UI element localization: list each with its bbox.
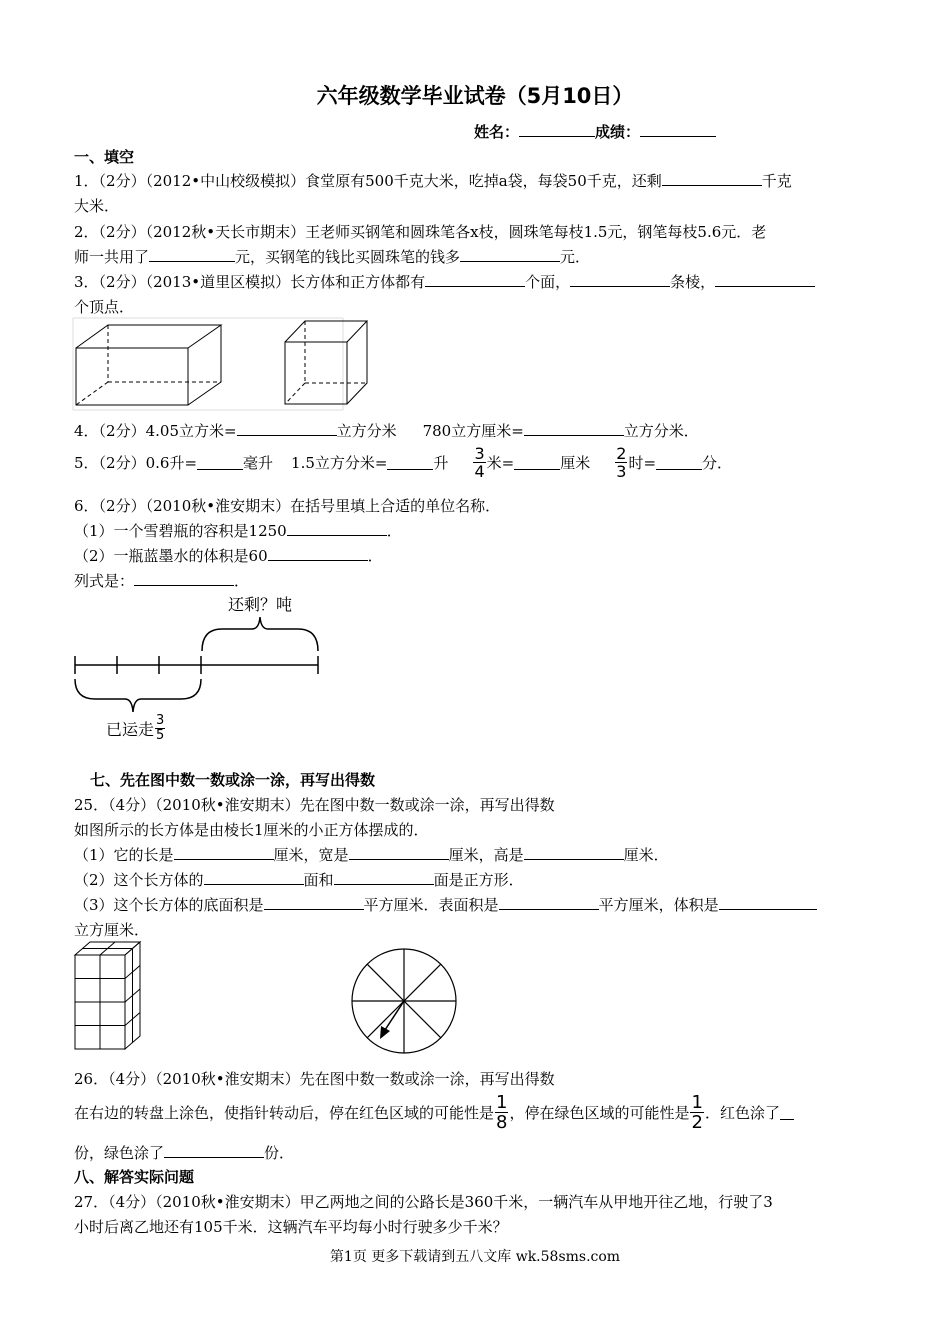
q25-line2: 如图所示的长方体是由棱长1厘米的小正方体摆成的． — [74, 821, 429, 839]
q26-line2 — [74, 1090, 794, 1134]
q5-text-d: 升 — [433, 453, 449, 472]
q25-sub3-line2: 立方厘米． — [74, 921, 150, 939]
section-7-heading: 七、先在图中数一数或涂一涂，再写出得数 — [90, 771, 376, 789]
q26-f1-numerator: 1 — [496, 1091, 508, 1113]
q25-s1-d: 厘米． — [623, 846, 669, 864]
q6-sub1-period: ． — [386, 522, 402, 540]
q1-unit: 千克 — [761, 172, 792, 190]
q4-text-b: 立方分米 — [336, 422, 397, 440]
q5-f1-denominator: 4 — [474, 461, 485, 481]
q4-line — [74, 420, 699, 441]
q4-text-a: 4．（2分）4.05立方米= — [74, 422, 237, 440]
q5-text-e: 米= — [486, 453, 515, 472]
stacked-cubes-figure — [74, 940, 146, 1052]
q27-line1: 27．（4分）（2010秋•淮安期末）甲乙两地之间的公路长是360千米，一辆汽车从甲地开往乙地，行驶了3 — [74, 1193, 773, 1211]
q26-f2-numerator: 1 — [691, 1091, 703, 1113]
q5-blank-2[interactable] — [387, 455, 433, 470]
q26-line1: 26．（4分）（2010秋•淮安期末）先在图中数一数或涂一涂，再写出得数 — [74, 1070, 555, 1088]
q25-blank-8[interactable] — [719, 895, 817, 910]
moved-fraction — [155, 714, 165, 743]
q5-blank-1[interactable] — [197, 455, 243, 470]
q25-s2-c: 面是正方形． — [433, 871, 524, 889]
section-8-heading: 八、解答实际问题 — [74, 1168, 195, 1186]
remain-label: 还剩？吨 — [228, 595, 293, 614]
q5-text-c: 1.5立方分米= — [291, 453, 388, 472]
q25-s3-c: 平方厘米，体积是 — [598, 896, 719, 914]
bottom-brace — [75, 679, 201, 712]
q6-blank-1[interactable] — [287, 521, 387, 536]
q3-text-a: 3．（2分）（2013•道里区模拟）长方体和正方体都有 — [74, 273, 426, 291]
q3-blank-2[interactable] — [570, 272, 670, 287]
name-blank[interactable] — [519, 122, 595, 137]
q3-line1 — [74, 271, 815, 292]
q5-f1-numerator: 3 — [474, 443, 485, 463]
q25-blank-4[interactable] — [204, 870, 304, 885]
q1-line2: 大米． — [74, 197, 120, 215]
q2-text-c: 元． — [560, 248, 591, 266]
q1-text: 1．（2分）（2012•中山校级模拟）食堂原有500千克大米，吃掉a袋，每袋50千克，还剩 — [74, 172, 662, 190]
formula-blank[interactable] — [134, 571, 234, 586]
q3-text-b: 个面， — [525, 273, 571, 291]
q25-s3-b: 平方厘米．表面积是 — [363, 896, 499, 914]
q4-text-c: 780立方厘米= — [422, 422, 524, 440]
spinner-wheel — [350, 947, 458, 1055]
q6-sub2 — [74, 545, 383, 566]
score-blank[interactable] — [640, 122, 716, 137]
q26-text-b: ，停在绿色区域的可能性是 — [509, 1103, 690, 1122]
q5-fraction-2 — [615, 445, 627, 480]
q2-text-b: 元，买钢笔的钱比买圆珠笔的钱多 — [235, 248, 461, 266]
moved-label — [106, 714, 166, 743]
q27-line2: 小时后离乙地还有105千米．这辆汽车平均每小时行驶多少千米？ — [74, 1218, 508, 1236]
q5-f2-numerator: 2 — [616, 443, 627, 463]
q25-blank-1[interactable] — [174, 845, 274, 860]
q26-line3 — [74, 1142, 294, 1163]
q5-fraction-1 — [473, 445, 485, 480]
moved-denominator: 5 — [156, 728, 165, 743]
q25-sub1 — [74, 844, 669, 865]
moved-label-text: 已运走 — [106, 720, 155, 739]
q3-blank-1[interactable] — [425, 272, 525, 287]
q26-text-a: 在右边的转盘上涂色，使指针转动后，停在红色区域的可能性是 — [74, 1103, 495, 1122]
q5-text-f: 厘米 — [560, 453, 591, 472]
q25-blank-7[interactable] — [499, 895, 599, 910]
q5-blank-4[interactable] — [656, 455, 702, 470]
figure-frame — [73, 318, 343, 410]
cuboid-drawing — [76, 325, 221, 405]
q4-text-d: 立方分米． — [623, 422, 699, 440]
score-label: 成绩： — [595, 123, 641, 141]
q25-s1-c: 厘米，高是 — [448, 846, 524, 864]
q26-text-c: ．红色涂了 — [704, 1103, 780, 1122]
q26-fraction-2 — [690, 1093, 703, 1132]
cuboid-cube-figure — [73, 318, 343, 413]
q25-blank-2[interactable] — [349, 845, 449, 860]
q4-blank-2[interactable] — [524, 421, 624, 436]
q26-fraction-1 — [495, 1093, 508, 1132]
q25-blank-5[interactable] — [334, 870, 434, 885]
q6-line1: 6．（2分）（2010秋•淮安期末）在括号里填上合适的单位名称． — [74, 497, 501, 515]
formula-label: 列式是： — [74, 572, 135, 590]
q25-s1-a: （1）它的长是 — [74, 846, 174, 864]
top-brace — [202, 617, 318, 651]
q26-blank-1[interactable] — [780, 1105, 794, 1120]
q6-blank-2[interactable] — [268, 546, 368, 561]
q3-text-c: 条棱， — [670, 273, 716, 291]
formula-period: ． — [234, 572, 250, 590]
q5-f2-denominator: 3 — [616, 461, 627, 481]
q2-blank-2[interactable] — [460, 247, 560, 262]
q5-blank-3[interactable] — [514, 455, 560, 470]
q25-blank-6[interactable] — [264, 895, 364, 910]
q2-blank-1[interactable] — [149, 247, 235, 262]
q25-line1: 25．（4分）（2010秋•淮安期末）先在图中数一数或涂一涂，再写出得数 — [74, 796, 555, 814]
section-1-heading: 一、填空 — [74, 148, 135, 166]
q2-text-a: 师一共用了 — [74, 248, 150, 266]
q26-f2-denominator: 2 — [691, 1111, 703, 1133]
q25-s3-a: （3）这个长方体的底面积是 — [74, 896, 264, 914]
q6-sub1 — [74, 520, 402, 541]
q5-text-g: 时= — [628, 453, 657, 472]
page-footer: 第1页 更多下载请到五八文库 wk.58sms.com — [329, 1249, 621, 1265]
moved-numerator: 3 — [156, 713, 165, 728]
q1-blank[interactable] — [662, 171, 762, 186]
q5-text-b: 毫升 — [243, 453, 274, 472]
q25-sub2 — [74, 869, 524, 890]
q3-blank-3[interactable] — [715, 272, 815, 287]
name-label: 姓名： — [474, 123, 520, 141]
q5-text-a: 5．（2分）0.6升= — [74, 453, 198, 472]
cube-drawing — [285, 321, 367, 404]
q5-line — [74, 443, 732, 481]
q4-blank-1[interactable] — [237, 421, 337, 436]
q6-sub2-period: ． — [367, 547, 383, 565]
spinner-pointer — [380, 1001, 404, 1039]
q25-s1-b: 厘米，宽是 — [273, 846, 349, 864]
q26-text-e: 份． — [264, 1144, 295, 1162]
q6-sub1-text: （1）一个雪碧瓶的容积是1250 — [74, 522, 287, 540]
q2-line1: 2．（2分）（2012秋•天长市期末）王老师买钢笔和圆珠笔各x枝，圆珠笔每枝1.5元，钢笔每枝5.6元．老 — [74, 223, 767, 241]
q26-f1-denominator: 8 — [496, 1111, 508, 1133]
q25-sub3 — [74, 894, 817, 915]
q26-blank-2[interactable] — [164, 1143, 264, 1158]
page-title: 六年级数学毕业试卷（5月10日） — [316, 84, 634, 108]
q1-line1 — [74, 170, 792, 191]
q5-text-h: 分． — [702, 453, 733, 472]
q26-text-d: 份，绿色涂了 — [74, 1144, 165, 1162]
q25-blank-3[interactable] — [524, 845, 624, 860]
q6-sub2-text: （2）一瓶蓝墨水的体积是60 — [74, 547, 268, 565]
name-score-line — [474, 121, 716, 142]
q25-s2-b: 面和 — [303, 871, 334, 889]
q2-line2 — [74, 246, 590, 267]
q25-s2-a: （2）这个长方体的 — [74, 871, 204, 889]
q3-line2: 个顶点． — [74, 298, 135, 316]
